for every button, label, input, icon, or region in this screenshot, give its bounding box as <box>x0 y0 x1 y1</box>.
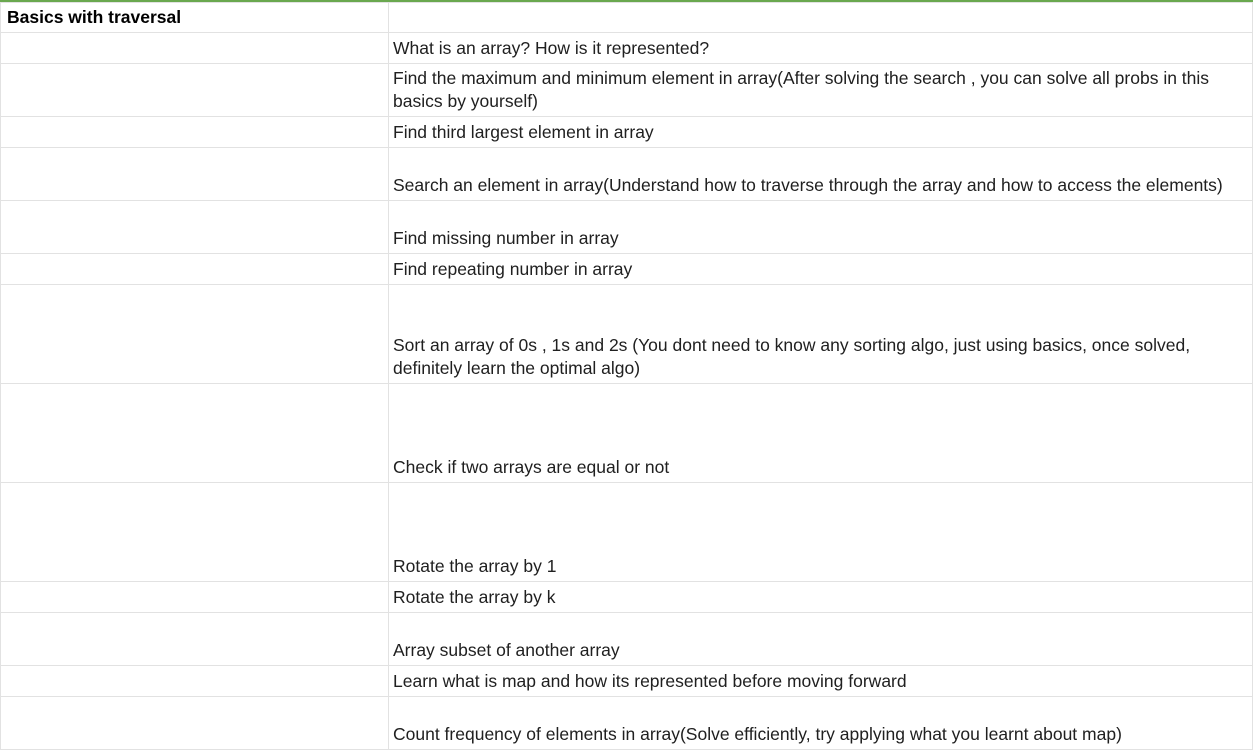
sheet-row <box>1 384 1253 483</box>
sheet-row <box>1 285 1253 384</box>
sheet-row-header <box>1 3 1253 33</box>
cell-topic[interactable]: Rotate the array by k <box>389 582 1253 613</box>
cell-section-header[interactable]: Basics with traversal <box>1 3 389 33</box>
cell-empty[interactable] <box>1 483 389 582</box>
cell-topic[interactable]: Learn what is map and how its represented before moving forward <box>389 666 1253 697</box>
cell-topic[interactable]: What is an array? How is it represented? <box>389 33 1253 64</box>
sheet-row <box>1 148 1253 201</box>
cell-empty[interactable] <box>1 613 389 666</box>
sheet-row <box>1 666 1253 697</box>
cell-empty[interactable] <box>1 254 389 285</box>
cell-topic[interactable]: Sort an array of 0s , 1s and 2s (You dont need to know any sorting algo, just using basics, once solved, definitely learn the optimal algo) <box>389 285 1253 384</box>
cell-topic[interactable]: Find third largest element in array <box>389 117 1253 148</box>
cell-empty[interactable] <box>1 117 389 148</box>
cell-empty[interactable] <box>1 148 389 201</box>
cell-empty[interactable] <box>1 64 389 117</box>
cell-empty[interactable] <box>1 285 389 384</box>
cell-empty[interactable] <box>1 582 389 613</box>
sheet-row <box>1 697 1253 750</box>
sheet-row <box>1 483 1253 582</box>
sheet-row <box>1 64 1253 117</box>
cell-empty[interactable] <box>1 666 389 697</box>
cell-topic[interactable]: Find missing number in array <box>389 201 1253 254</box>
spreadsheet-grid <box>0 2 1253 750</box>
cell-empty[interactable] <box>1 697 389 750</box>
sheet-row <box>1 613 1253 666</box>
cell-topic[interactable]: Count frequency of elements in array(Solve efficiently, try applying what you learnt about map) <box>389 697 1253 750</box>
sheet-row <box>1 117 1253 148</box>
cell-topic[interactable]: Check if two arrays are equal or not <box>389 384 1253 483</box>
sheet-row <box>1 201 1253 254</box>
cell-empty[interactable] <box>1 33 389 64</box>
cell-topic[interactable]: Find repeating number in array <box>389 254 1253 285</box>
cell-topic[interactable]: Find the maximum and minimum element in array(After solving the search , you can solve all probs in this basics by yourself) <box>389 64 1253 117</box>
sheet-row <box>1 33 1253 64</box>
sheet-row <box>1 254 1253 285</box>
sheet-row <box>1 582 1253 613</box>
cell-topic[interactable]: Search an element in array(Understand how to traverse through the array and how to access the elements) <box>389 148 1253 201</box>
cell-topic[interactable]: Rotate the array by 1 <box>389 483 1253 582</box>
cell-empty[interactable] <box>1 201 389 254</box>
cell-empty[interactable] <box>1 384 389 483</box>
cell-empty[interactable] <box>389 3 1253 33</box>
cell-topic[interactable]: Array subset of another array <box>389 613 1253 666</box>
